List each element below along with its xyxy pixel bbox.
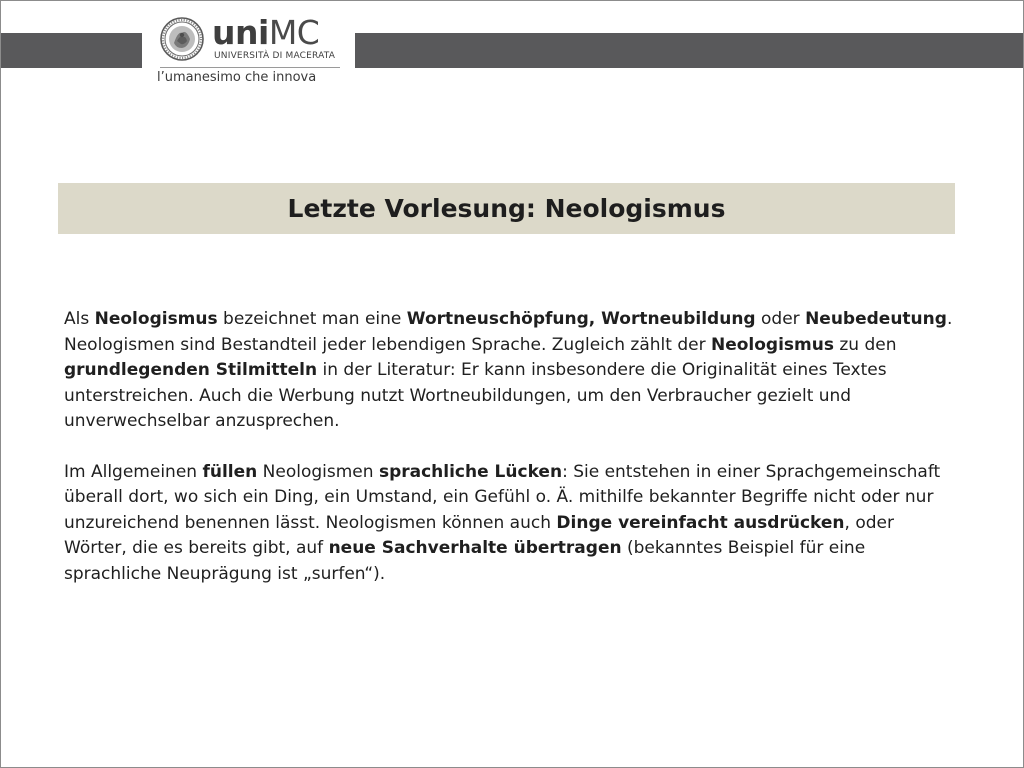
slide-body [64, 307, 954, 587]
p1-text-2: bezeichnet man eine [217, 309, 407, 329]
brand-name-regular: MC [268, 13, 320, 52]
university-name: UNIVERSITÀ DI MACERATA [214, 51, 336, 61]
university-logo [152, 13, 348, 89]
p1-bold-5: grundlegenden Stilmitteln [64, 360, 318, 380]
brand-name-bold: uni [212, 13, 269, 52]
logo-divider [160, 67, 340, 68]
p1-text-5: zu den [833, 334, 897, 355]
header-bar-right [355, 33, 1023, 68]
university-seal-icon [160, 17, 204, 61]
p2-bold-2: sprachliche Lücken [378, 461, 563, 482]
p2-bold-4: neue Sachverhalte übertragen [328, 538, 622, 558]
p1-text-1: Als [64, 309, 95, 329]
slide-title: Letzte Vorlesung: Neologismus [287, 194, 726, 223]
p2-text-4: , oder Wörter, die es bereits gibt, auf [64, 512, 894, 558]
paragraph-2 [64, 460, 954, 588]
p2-bold-1: füllen [202, 461, 258, 482]
header-bar-left [1, 33, 142, 68]
p2-text-5: (bekanntes Beispiel für eine sprachliche Neuprägung ist „surfen“). [64, 538, 866, 584]
brand-name [212, 13, 319, 52]
p2-bold-3: Dinge vereinfacht ausdrücken [556, 512, 845, 533]
paragraph-1 [64, 307, 954, 435]
p1-bold-4: Neologismus [710, 334, 834, 355]
title-band [58, 183, 955, 234]
p1-bold-1: Neologismus [94, 309, 218, 329]
p1-bold-2: Wortneuschöpfung, Wortneubildung [406, 309, 756, 329]
p2-text-3: : Sie entstehen in einer Sprachgemeinschaft überall dort, wo sich ein Ding, ein Umstand, ein Gefühl o. Ä. mithilfe bekannter Begriffe nicht oder nur unzureichend benennen lässt. Neologismen können auch [64, 461, 941, 533]
p2-text-1: Im Allgemeinen [64, 461, 203, 482]
p1-text-4: . Neologismen sind Bestandteil jeder lebendigen Sprache. Zugleich zählt der [64, 309, 953, 355]
p1-bold-3: Neubedeutung [805, 309, 947, 329]
p2-text-2: Neologismen [257, 461, 379, 482]
tagline: l’umanesimo che innova [157, 70, 317, 85]
p1-text-3: oder [755, 309, 806, 329]
p1-text-6: in der Literatur: Er kann insbesondere die Originalität eines Textes unterstreichen. Auch die Werbung nutzt Wortneubildungen, um den Verbraucher gezielt und unverwechselbar anzusprechen. [64, 360, 887, 431]
